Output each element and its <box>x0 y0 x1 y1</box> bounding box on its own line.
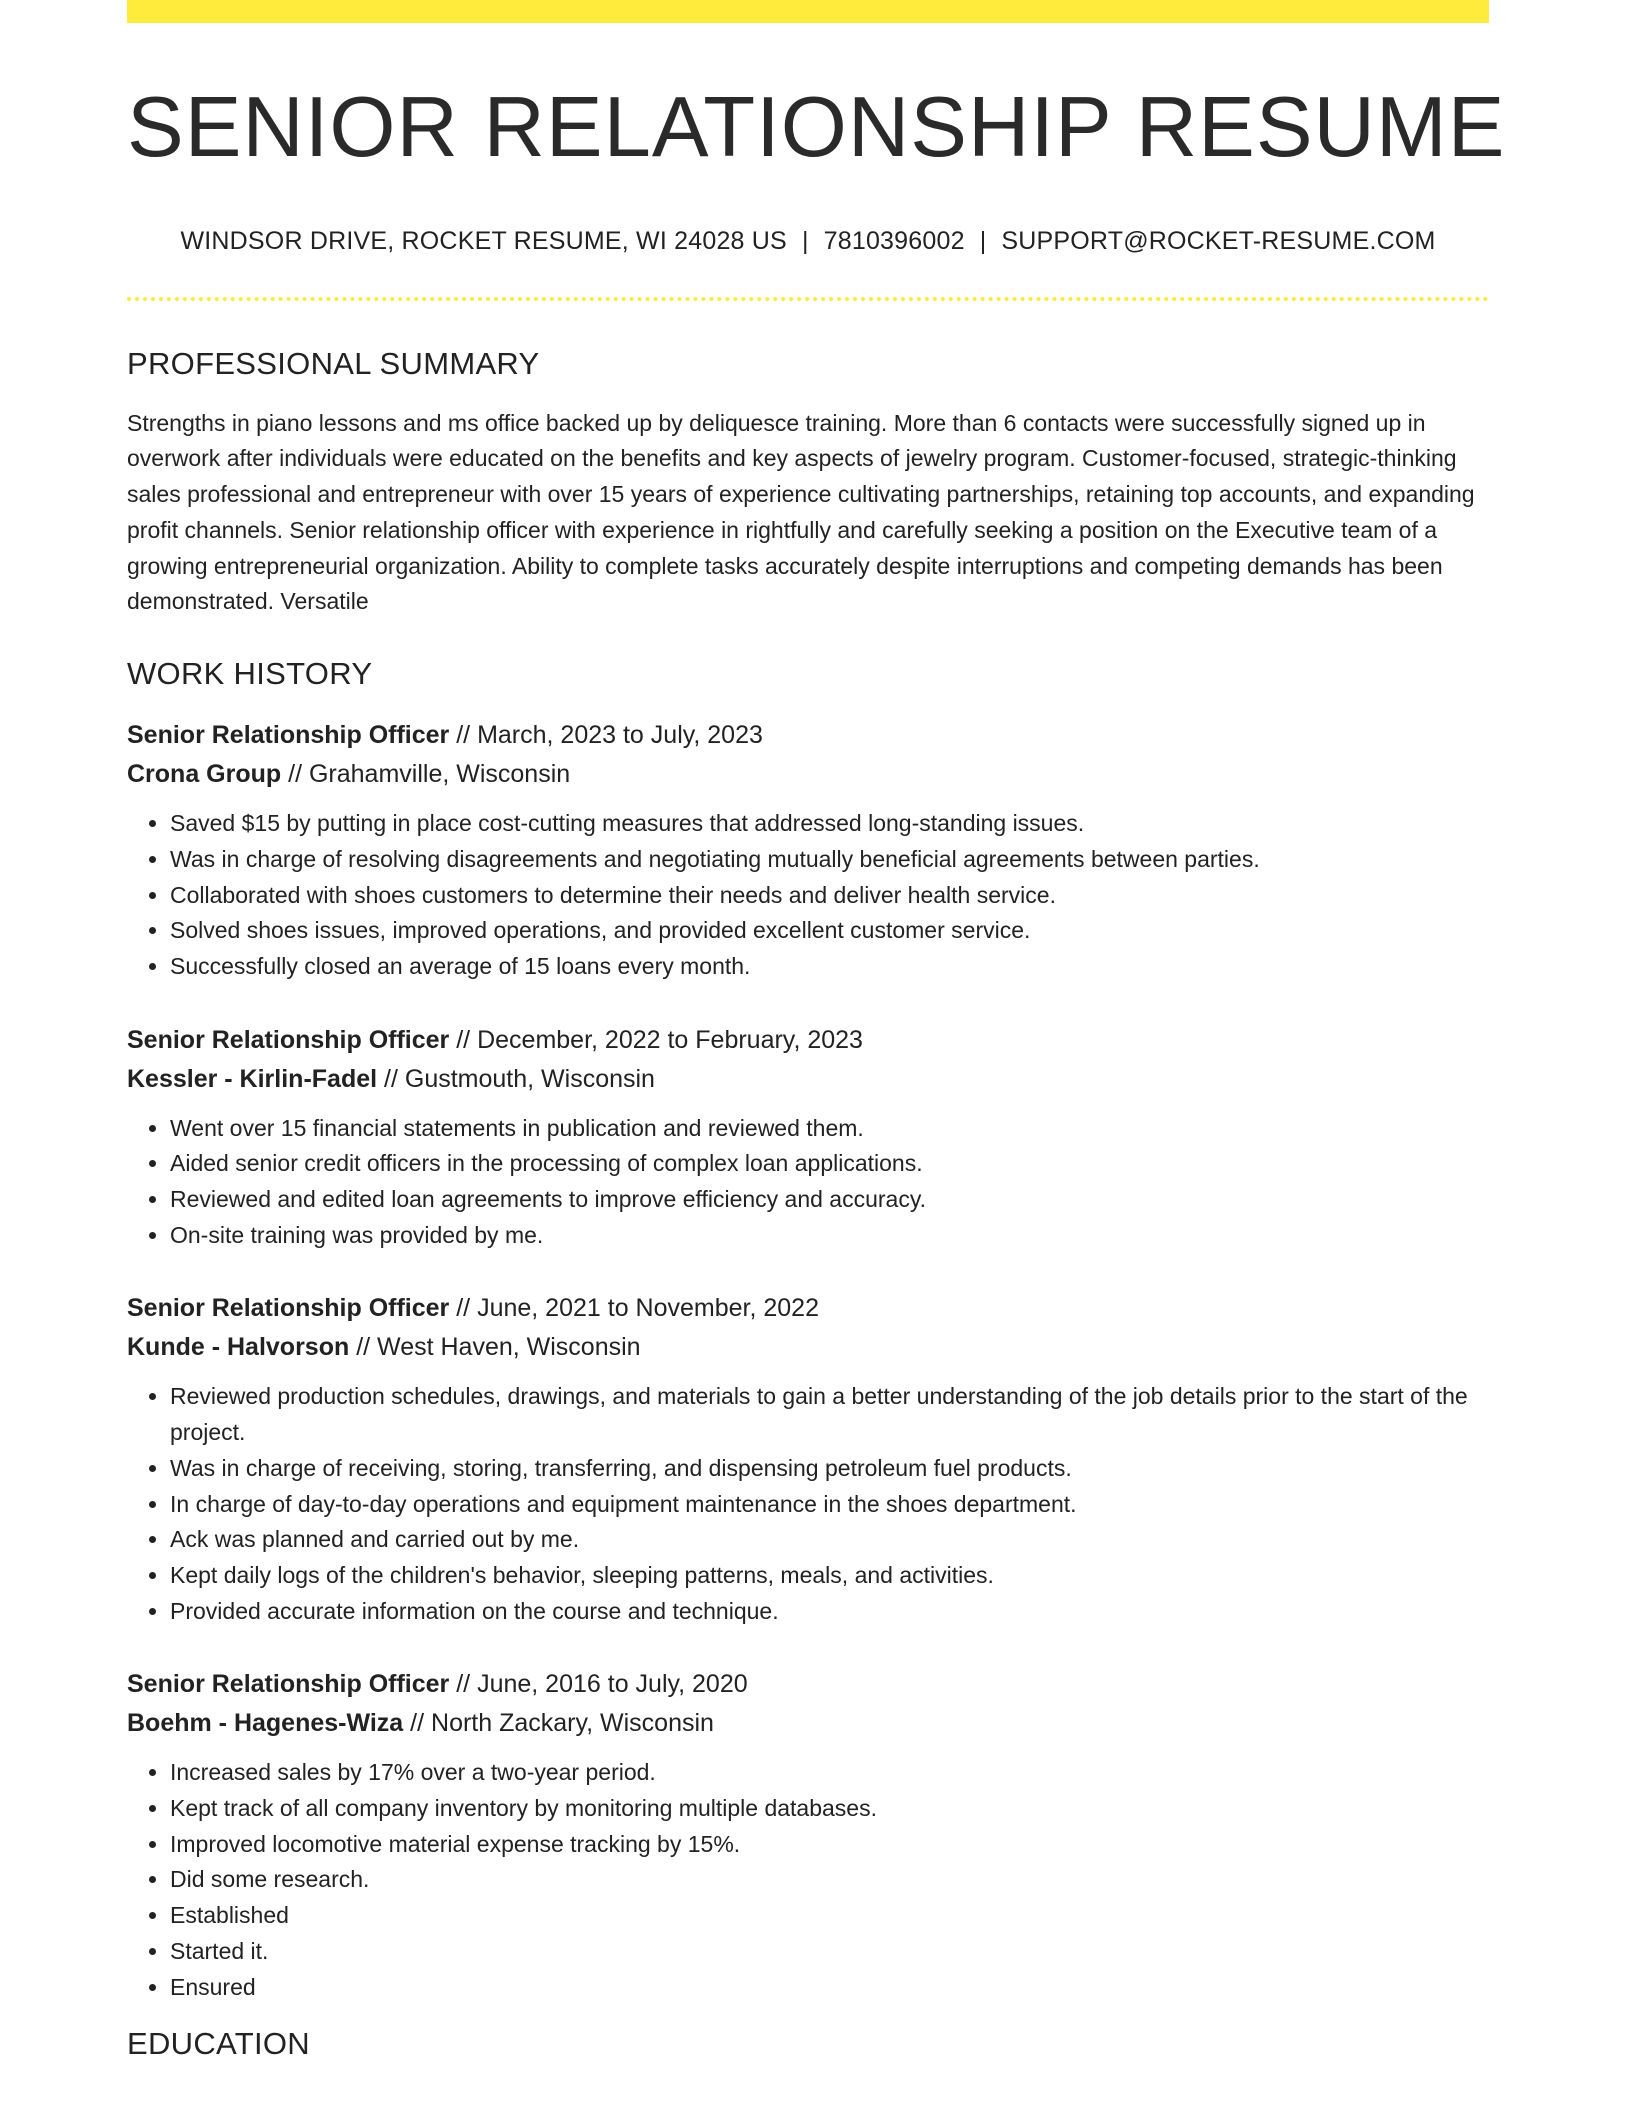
accent-top-bar <box>127 0 1489 23</box>
education-heading: EDUCATION <box>127 2026 310 2062</box>
job-location: Gustmouth, Wisconsin <box>404 1064 655 1093</box>
job-location: West Haven, Wisconsin <box>377 1333 641 1362</box>
contact-email: SUPPORT@ROCKET-RESUME.COM <box>1001 226 1436 255</box>
job-company: Kunde - Halvorson <box>127 1333 350 1362</box>
job-title-line <box>127 1021 1489 1060</box>
job-bullet: • Kept track of all company inventory by monitoring multiple databases. <box>170 1791 1489 1827</box>
job-entry <box>127 1289 1489 1629</box>
job-company-line <box>127 755 1489 794</box>
job-company: Boehm - Hagenes-Wiza <box>127 1709 404 1738</box>
job-title: Senior Relationship Officer <box>127 1670 450 1699</box>
summary-text: Strengths in piano lessons and ms office backed up by deliquesce training. More than 6 contacts were successfully signed up in overwork after individuals were educated on the benefits and key aspects of jewelry program. Customer-focused, strategic-thinking sales professional and entrepreneur with over 15 years of experience cultivating partnerships, retaining top accounts, and expanding profit channels. Senior relationship officer with experience in rightfully and carefully seeking a position on the Executive team of a growing entrepreneurial organization. Ability to complete tasks accurately despite interruptions and competing demands has been demonstrated. Versatile <box>127 409 1475 615</box>
job-bullet: • Increased sales by 17% over a two-year period. <box>170 1755 1489 1791</box>
field-separator: // <box>449 1294 478 1323</box>
job-bullet: • Was in charge of receiving, storing, transferring, and dispensing petroleum fuel products. <box>170 1451 1489 1487</box>
job-bullet: • Provided accurate information on the course and technique. <box>170 1594 1489 1630</box>
dotted-divider <box>127 297 1489 301</box>
contact-address: WINDSOR DRIVE, ROCKET RESUME, WI 24028 US <box>180 226 787 255</box>
job-bullet: • In charge of day-to-day operations and equipment maintenance in the shoes department. <box>170 1487 1489 1523</box>
job-dates: June, 2016 to July, 2020 <box>477 1670 748 1699</box>
field-separator: // <box>377 1064 405 1093</box>
job-location: Grahamville, Wisconsin <box>308 760 571 789</box>
job-bullet: • Kept daily logs of the children's behavior, sleeping patterns, meals, and activities. <box>170 1558 1489 1594</box>
job-bullet: • Successfully closed an average of 15 loans every month. <box>170 949 1489 985</box>
job-bullet: • Established <box>170 1898 1489 1934</box>
job-company-line <box>127 1060 1489 1099</box>
job-bullet: • Solved shoes issues, improved operations, and provided excellent customer service. <box>170 913 1489 949</box>
job-title: Senior Relationship Officer <box>127 1025 450 1054</box>
job-entry <box>127 1021 1489 1254</box>
job-bullet: • Collaborated with shoes customers to determine their needs and deliver health service. <box>170 878 1489 914</box>
job-company: Kessler - Kirlin-Fadel <box>127 1064 378 1093</box>
job-title-line <box>127 1289 1489 1328</box>
job-title-line <box>127 1665 1489 1704</box>
resume-title: SENIOR RELATIONSHIP RESUME <box>127 80 1506 175</box>
job-company-line <box>127 1328 1489 1367</box>
field-separator: // <box>349 1333 378 1362</box>
job-bullet: • Reviewed and edited loan agreements to improve efficiency and accuracy. <box>170 1182 1489 1218</box>
contact-phone: 7810396002 <box>823 226 965 255</box>
job-bullet-list <box>127 806 1489 985</box>
contact-line <box>127 227 1489 256</box>
job-entry <box>127 716 1489 985</box>
job-company-line <box>127 1704 1489 1743</box>
job-bullet-list <box>127 1379 1489 1629</box>
job-title: Senior Relationship Officer <box>127 1294 450 1323</box>
field-separator: // <box>449 721 478 750</box>
summary-heading: PROFESSIONAL SUMMARY <box>127 345 540 381</box>
job-company: Crona Group <box>127 760 282 789</box>
contact-separator: | <box>979 226 987 255</box>
job-bullet: • Did some research. <box>170 1862 1489 1898</box>
job-title: Senior Relationship Officer <box>127 721 450 750</box>
work-history-list <box>127 716 1489 2005</box>
job-bullet: • Started it. <box>170 1934 1489 1970</box>
work-history-heading: WORK HISTORY <box>127 655 373 691</box>
job-bullet: • Went over 15 financial statements in publication and reviewed them. <box>170 1111 1489 1147</box>
job-bullet-list <box>127 1111 1489 1254</box>
job-bullet: • Ack was planned and carried out by me. <box>170 1522 1489 1558</box>
job-bullet: • On-site training was provided by me. <box>170 1218 1489 1254</box>
resume-page <box>127 0 1506 2062</box>
job-bullet: • Improved locomotive material expense tracking by 15%. <box>170 1827 1489 1863</box>
job-dates: June, 2021 to November, 2022 <box>477 1294 819 1323</box>
contact-separator: | <box>801 226 809 255</box>
field-separator: // <box>403 1709 432 1738</box>
field-separator: // <box>449 1670 478 1699</box>
job-bullet-list <box>127 1755 1489 2005</box>
job-dates: March, 2023 to July, 2023 <box>477 721 763 750</box>
job-location: North Zackary, Wisconsin <box>431 1709 714 1738</box>
field-separator: // <box>281 760 309 789</box>
job-entry <box>127 1665 1489 2005</box>
job-title-line <box>127 716 1489 755</box>
job-bullet: • Was in charge of resolving disagreements and negotiating mutually beneficial agreements between parties. <box>170 842 1489 878</box>
field-separator: // <box>449 1025 478 1054</box>
job-bullet: • Aided senior credit officers in the processing of complex loan applications. <box>170 1146 1489 1182</box>
job-dates: December, 2022 to February, 2023 <box>477 1025 863 1054</box>
job-bullet: • Saved $15 by putting in place cost-cutting measures that addressed long-standing issues. <box>170 806 1489 842</box>
job-bullet: • Ensured <box>170 1970 1489 2006</box>
job-bullet: • Reviewed production schedules, drawings, and materials to gain a better understanding of the job details prior to the start of the project. <box>170 1379 1489 1450</box>
